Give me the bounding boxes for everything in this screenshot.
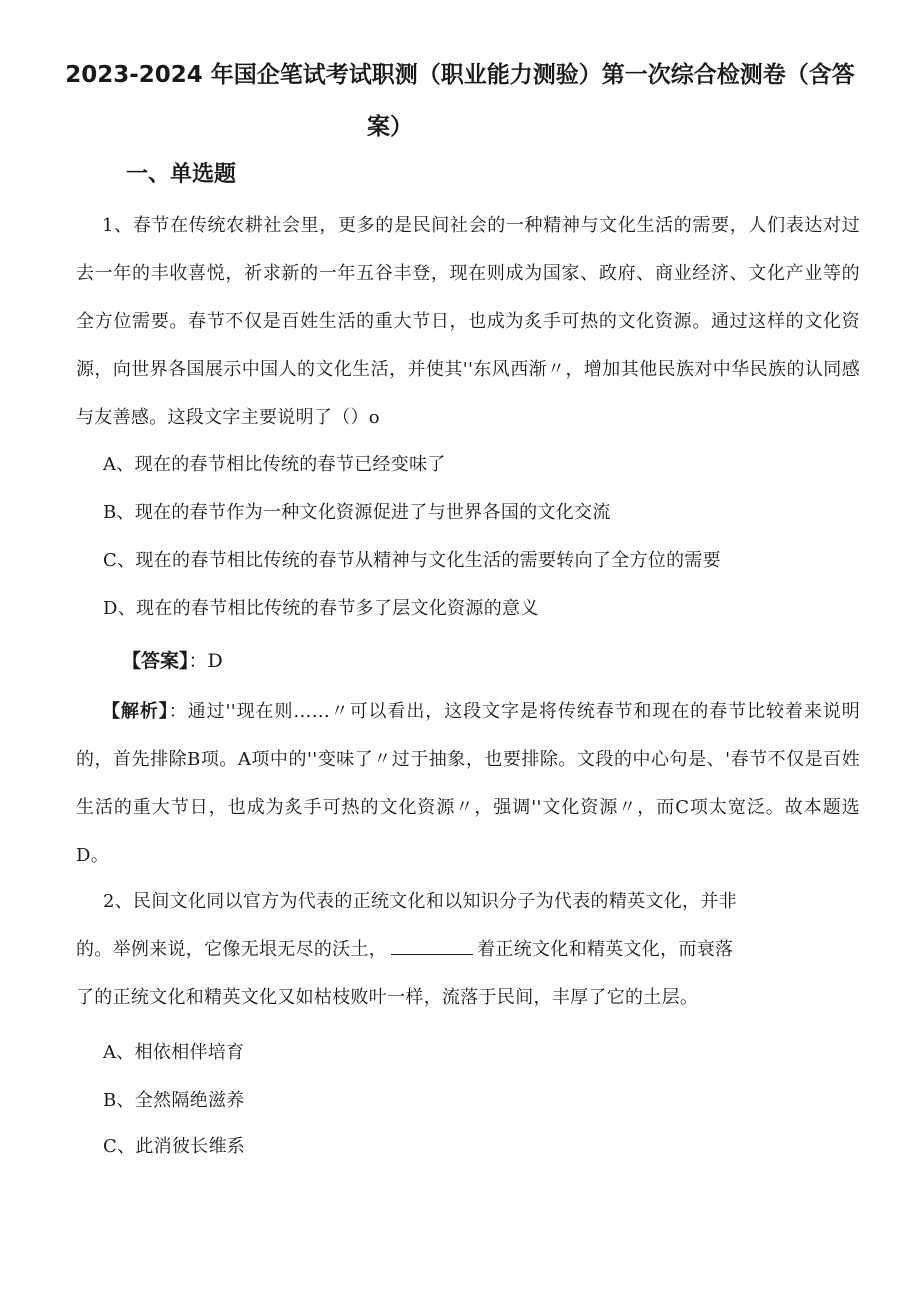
section-heading: 一、单选题 xyxy=(126,162,237,187)
question-1-option-b: B、现在的春节作为一种文化资源促进了与世界各国的文化交流 xyxy=(103,502,611,523)
document-title-continued: 案） xyxy=(367,114,413,140)
question-2-option-a: A、相依相伴培育 xyxy=(103,1042,245,1063)
analysis-text: ：通过''现在则……〃可以看出，这段文字是将传统春节和现在的春节比较着来说明的，首先排除B项。A项中的''变味了〃过于抽象，也要排除。文段的中心句是、'春节不仅是百姓生活的重大节日，也成为炙手可热的文化资源〃，强调''文化资源〃，而C项太宽泛。故本题选D。 xyxy=(76,701,860,866)
question-2-option-c: C、此消彼长维系 xyxy=(103,1136,246,1157)
question-2-blank xyxy=(391,936,473,955)
question-2-option-b: B、全然隔绝滋养 xyxy=(103,1090,245,1111)
question-1-option-a: A、现在的春节相比传统的春节已经变味了 xyxy=(103,454,446,475)
question-1-answer xyxy=(122,646,223,676)
answer-value: ：D xyxy=(188,650,223,672)
analysis-label: 【解析】 xyxy=(102,701,169,722)
document-title: 2023-2024 年国企笔试考试职测（职业能力测验）第一次综合检测卷（含答 xyxy=(65,62,855,88)
answer-label: 【答案】 xyxy=(122,650,189,672)
question-2-stem-before-blank: 的。举例来说，它像无垠无尽的沃土， xyxy=(76,939,388,960)
question-1-stem: 1、春节在传统农耕社会里，更多的是民间社会的一种精神与文化生活的需要，人们表达对过去一年的丰收喜悦，祈求新的一年五谷丰登，现在则成为国家、政府、商业经济、文化产业等的全方位需要。春节不仅是百姓生活的重大节日，也成为炙手可热的文化资源。通过这样的文化资源，向世界各国展示中国人的文化生活，并使其''东风西渐〃，增加其他民族对中华民族的认同感与友善感。这段文字主要说明了（）o xyxy=(76,215,860,428)
question-2-stem-line-1: 2、民间文化同以官方为代表的正统文化和以知识分子为代表的精英文化，并非 xyxy=(103,891,737,912)
question-2-stem-line-2 xyxy=(76,935,733,965)
question-2-stem-after-blank: 着正统文化和精英文化，而衰落 xyxy=(477,939,734,960)
question-2-stem-line-3: 了的正统文化和精英文化又如枯枝败叶一样，流落于民间，丰厚了它的土层。 xyxy=(76,987,699,1008)
question-1-option-d: D、现在的春节相比传统的春节多了层文化资源的意义 xyxy=(103,598,539,619)
question-1-analysis xyxy=(76,688,860,880)
question-1-option-c: C、现在的春节相比传统的春节从精神与文化生活的需要转向了全方位的需要 xyxy=(103,550,721,571)
